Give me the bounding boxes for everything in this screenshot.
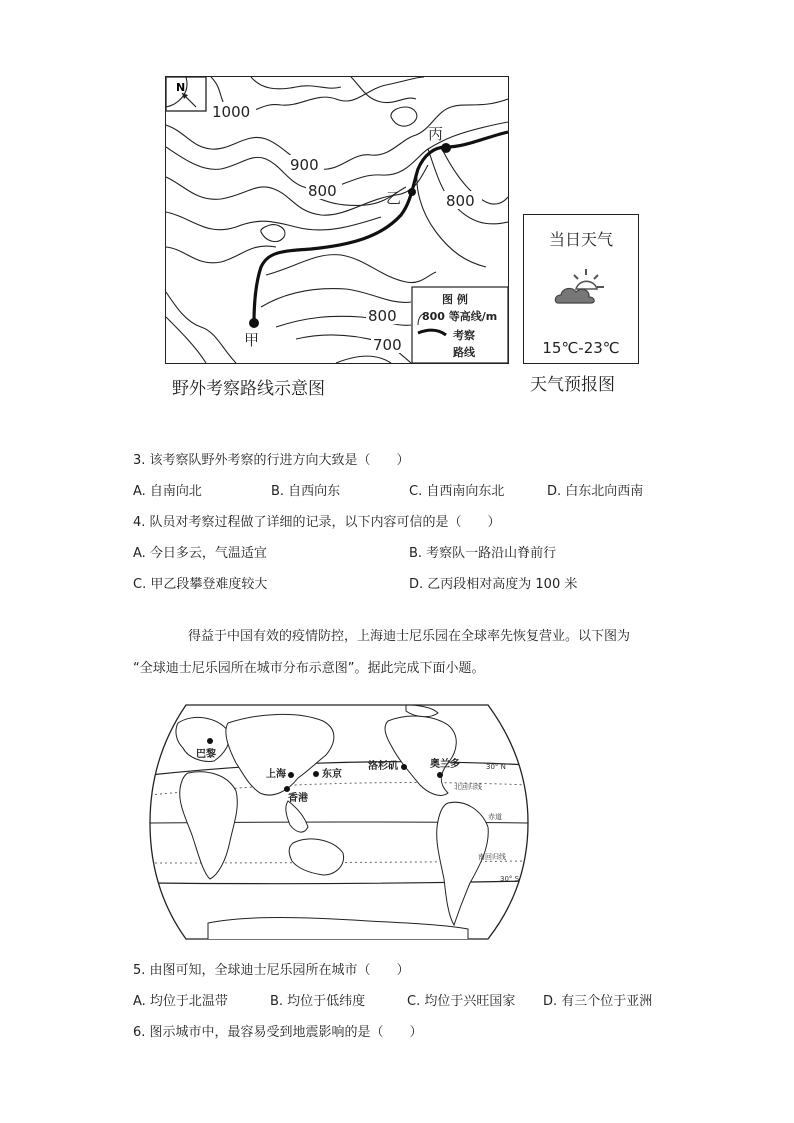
- q5-option-a: A. 均位于北温带: [133, 994, 228, 1009]
- legend-route-line2: 路线: [453, 346, 475, 359]
- map-legend: [412, 287, 508, 363]
- q5-option-c: C. 均位于兴旺国家: [407, 994, 516, 1009]
- contour-label-800-b: 800: [446, 192, 475, 210]
- question-5: 5. 由图可知，全球迪士尼乐园所在城市（ ）: [133, 963, 410, 978]
- north-arrow: [166, 77, 206, 111]
- passage-line-1: 得益于中国有效的疫情防控，上海迪士尼乐园在全球率先恢复营业。以下图为: [188, 629, 631, 644]
- north-label: N: [176, 81, 186, 94]
- city-dot-paris: [207, 738, 213, 744]
- q4-option-c: C. 甲乙段攀登难度较大: [133, 577, 268, 592]
- city-dot-tokyo: [313, 771, 319, 777]
- legend-route-line1: 考察: [453, 329, 475, 342]
- city-dot-hongkong: [284, 786, 290, 792]
- q3-option-b: B. 自西向东: [271, 484, 341, 499]
- weather-forecast-panel: [523, 214, 639, 364]
- lat-label-tropic-capricorn: 南回归线: [478, 853, 506, 861]
- city-label-tokyo: 东京: [322, 769, 342, 780]
- contour-label-700: 700: [373, 336, 402, 354]
- question-6: 6. 图示城市中，最容易受到地震影响的是（ ）: [133, 1025, 423, 1040]
- weather-temperature: 15℃-23℃: [542, 339, 620, 357]
- partly-cloudy-icon: [552, 267, 612, 309]
- q3-option-d: D. 白东北向西南: [547, 484, 644, 499]
- topo-map-caption: 野外考察路线示意图: [172, 379, 325, 399]
- contour-map-svg: [166, 77, 508, 363]
- contour-label-900: 900: [290, 156, 319, 174]
- city-label-la: 洛杉矶: [368, 761, 398, 772]
- weather-title: 当日天气: [548, 230, 613, 249]
- lat-label-30n: 30° N: [486, 763, 506, 771]
- point-bing: [441, 143, 451, 153]
- city-label-shanghai: 上海: [266, 769, 286, 780]
- place-bing: 丙: [428, 125, 444, 143]
- contour-label-800-c: 800: [368, 307, 397, 325]
- city-dot-la: [401, 764, 407, 770]
- q5-option-d: D. 有三个位于亚洲: [543, 994, 653, 1009]
- point-jia: [249, 318, 259, 328]
- city-label-hongkong: 香港: [288, 793, 308, 804]
- question-4: 4. 队员对考察过程做了详细的记录，以下内容可信的是（ ）: [133, 515, 501, 530]
- passage-line-2: “全球迪士尼乐园所在城市分布示意图”。据此完成下面小题。: [133, 661, 485, 676]
- world-disney-map: [148, 703, 530, 943]
- world-map-svg: [148, 703, 530, 943]
- point-yi: [408, 188, 416, 196]
- legend-title: 图 例: [442, 293, 468, 306]
- q3-option-a: A. 自南向北: [133, 484, 202, 499]
- place-yi: 乙: [386, 189, 402, 207]
- q4-option-b: B. 考察队一路沿山脊前行: [409, 546, 557, 561]
- city-dot-orlando: [437, 772, 443, 778]
- contour-label-1000: 1000: [212, 103, 251, 121]
- q4-option-a: A. 今日多云，气温适宜: [133, 546, 267, 561]
- topographic-map: [165, 76, 509, 364]
- question-3: 3. 该考察队野外考察的行进方向大致是（ ）: [133, 453, 410, 468]
- q3-option-c: C. 自西南向东北: [409, 484, 505, 499]
- lat-label-30s: 30° S: [500, 875, 520, 883]
- lat-label-tropic-cancer: 北回归线: [454, 783, 482, 791]
- lat-label-equator: 赤道: [488, 813, 502, 821]
- contour-label-800-a: 800: [308, 182, 337, 200]
- q5-option-b: B. 均位于低纬度: [270, 994, 366, 1009]
- city-label-paris: 巴黎: [196, 749, 216, 760]
- q4-option-d: D. 乙丙段相对高度为 100 米: [409, 577, 578, 592]
- city-dot-shanghai: [288, 772, 294, 778]
- place-jia: 甲: [244, 331, 260, 349]
- legend-contour-item: 800 等高线/m: [422, 310, 498, 323]
- weather-caption: 天气预报图: [530, 375, 615, 395]
- city-label-orlando: 奥兰多: [430, 759, 460, 770]
